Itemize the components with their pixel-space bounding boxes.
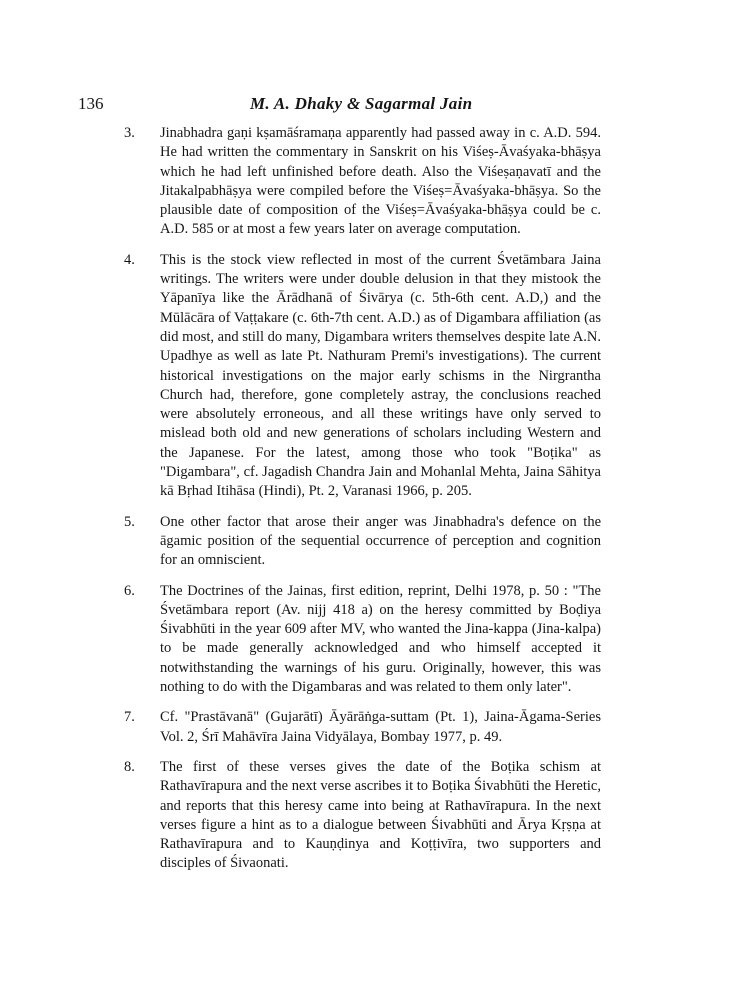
note-text: The Doctrines of the Jainas, first edition, reprint, Delhi 1978, p. 50 : "The Śvetāmbara report (Av. nijj 418 a) on the heresy committed by Boḍiya Śivabhūti in the year 609 after MV, who wanted the Jina-kappa (Jina-kalpa) to be made generally acknowledged and who himself accepted it notwithstanding the warnings of his guru. Originally, however, this was nothing to do with the Digambaras and was related to them only later".	[160, 582, 601, 696]
note-number: 4.	[124, 251, 135, 268]
note-8	[0, 758, 737, 874]
running-title: M. A. Dhaky & Sagarmal Jain	[250, 94, 473, 113]
note-3	[0, 124, 737, 240]
note-text: This is the stock view reflected in most of the current Śvetāmbara Jaina writings. The writers were under double delusion in that they mistook the Yāpanīya like the Ārādhanā of Śivārya (c. 5th-6th cent. A.D,) and the Mūlācāra of Vaṭṭakare (c. 6th-7th cent. A.D.) as of Digambara affiliation (as did most, and still do many, Digambara writers themselves despite late A.N. Upadhye as well as late Pt. Nathuram Premi's investigations). The current historical investigations on the major early schisms in the Nirgrantha Church had, therefore, gone completely astray, the conclusions reached were absolutely erroneous, and all these writings have only served to mislead both old and new generations of scholars including Western and the Japanese. For the latest, among those who took "Boṭika" as "Digambara", cf. Jagadish Chandra Jain and Mohanlal Mehta, Jaina Sāhitya kā Bṛhad Itihāsa (Hindi), Pt. 2, Varanasi 1966, p. 205.	[160, 251, 601, 500]
note-number: 5.	[124, 513, 135, 530]
note-4	[0, 251, 737, 502]
note-number: 7.	[124, 709, 135, 726]
note-6	[0, 582, 737, 698]
note-text: The first of these verses gives the date of the Boṭika schism at Rathavīrapura and the next verse ascribes it to Boṭika Śivabhūti the Heretic, and reports that this heresy came into being at Rathavīrapura. In the next verses figure a hint as to a dialogue between Śivabhūti and Ārya Kṛṣṇa at Rathavīrapura and to Kauṇḍinya and Koṭṭivīra, two supporters and disciples of Śivaonati.	[160, 758, 601, 872]
note-number: 6.	[124, 582, 135, 599]
page-number: 136	[78, 94, 104, 113]
note-number: 3.	[124, 125, 135, 141]
note-text: Cf. "Prastāvanā" (Gujarātī) Āyārāṅga-suttam (Pt. 1), Jaina-Āgama-Series Vol. 2, Śrī Mahāvīra Jaina Vidyālaya, Bombay 1977, p. 49.	[160, 709, 601, 745]
note-text: Jinabhadra gaṇi kṣamāśramaṇa apparently had passed away in c. A.D. 594. He had written the commentary in Sanskrit on his Viśeṣ-Āvaśyaka-bhāṣya which he had left unfinished before death. Also the Viśeṣaṇavatī and the Jitakalpabhāṣya were compiled before the Viśeṣ=Āvaśyaka-bhāṣya. So the plausible date of composition of the Viśeṣ=Āvaśyaka-bhāṣya could be c. A.D. 585 or at most a few years later on average computation.	[160, 125, 601, 238]
page-header	[0, 94, 737, 120]
note-5	[0, 513, 737, 571]
notes-list	[0, 124, 737, 874]
note-number: 8.	[124, 758, 135, 775]
note-text: One other factor that arose their anger was Jinabhadra's defence on the āgamic position of the sequential occurrence of perception and cognition for an omniscient.	[160, 513, 601, 569]
note-7	[0, 708, 737, 747]
